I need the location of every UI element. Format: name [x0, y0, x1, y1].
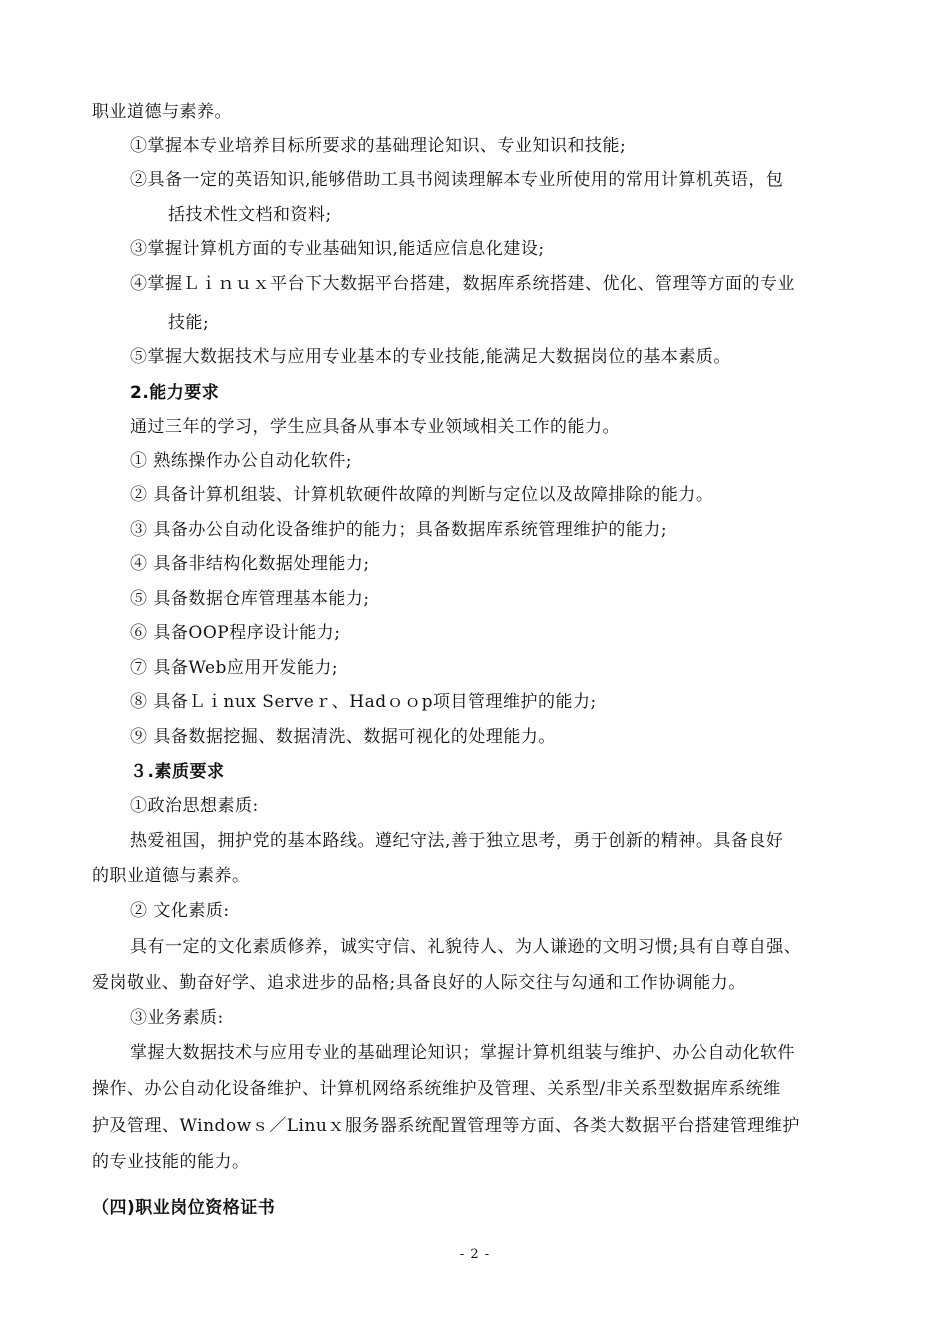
quality-culture-line-1: 具有一定的文化素质修养，诚实守信、礼貌待人、为人谦逊的文明习惯;具有自尊自强、	[130, 937, 802, 957]
quality-culture-line-2: 爱岗敬业、勤奋好学、追求进步的品格;具备良好的人际交往与勾通和工作协调能力。	[92, 973, 746, 993]
ability-item-1: ① 熟练操作办公自动化软件;	[130, 451, 353, 471]
ability-item-4: ④ 具备非结构化数据处理能力;	[130, 554, 370, 574]
quality-business-title: ③业务素质:	[130, 1008, 224, 1028]
ability-item-7: ⑦ 具备Web应用开发能力;	[130, 658, 339, 678]
ability-item-2: ② 具备计算机组装、计算机软硬件故障的判断与定位以及故障排除的能力。	[130, 485, 714, 505]
knowledge-item-4-cont: 技能;	[168, 313, 210, 333]
knowledge-item-5: ⑤掌握大数据技术与应用专业基本的专业技能,能满足大数据岗位的基本素质。	[130, 347, 731, 367]
quality-political-line-2: 的职业道德与素养。	[92, 866, 250, 886]
quality-heading: ３.素质要求	[130, 762, 225, 782]
quality-culture-title: ② 文化素质:	[130, 901, 230, 921]
quality-business-line-3: 护及管理、Windowｓ／Linuｘ服务器系统配置管理等方面、各类大数据平台搭建管理维护	[92, 1116, 800, 1136]
page-number: - 2 -	[459, 1247, 491, 1262]
section-four-heading: （四)职业岗位资格证书	[92, 1198, 276, 1218]
quality-political-title: ①政治思想素质:	[130, 796, 259, 816]
knowledge-item-2-cont: 括技术性文档和资料;	[168, 205, 332, 225]
quality-business-line-1: 掌握大数据技术与应用专业的基础理论知识；掌握计算机组装与维护、办公自动化软件	[130, 1043, 795, 1063]
knowledge-item-3: ③掌握计算机方面的专业基础知识,能适应信息化建设;	[130, 239, 545, 259]
ability-heading: 2.能力要求	[130, 383, 220, 403]
ability-item-9: ⑨ 具备数据挖掘、数据清洗、数据可视化的处理能力。	[130, 727, 556, 747]
ability-item-6: ⑥ 具备OOP程序设计能力;	[130, 623, 341, 643]
ability-item-5: ⑤ 具备数据仓库管理基本能力;	[130, 589, 370, 609]
quality-business-line-4: 的专业技能的能力。	[92, 1152, 250, 1172]
knowledge-item-4: ④掌握Ｌｉｎｕｘ平台下大数据平台搭建，数据库系统搭建、优化、管理等方面的专业	[130, 274, 795, 294]
ability-intro: 通过三年的学习，学生应具备从事本专业领域相关工作的能力。	[130, 417, 620, 437]
quality-business-line-2: 操作、办公自动化设备维护、计算机网络系统维护及管理、关系型/非关系型数据库系统维	[92, 1079, 781, 1099]
knowledge-item-1: ①掌握本专业培养目标所要求的基础理论知识、专业知识和技能;	[130, 136, 627, 156]
ability-item-3: ③ 具备办公自动化设备维护的能力；具备数据库系统管理维护的能力;	[130, 520, 668, 540]
intro-tail-text: 职业道德与素养。	[92, 102, 232, 122]
quality-political-line-1: 热爱祖国，拥护党的基本路线。遵纪守法,善于独立思考，勇于创新的精神。具备良好	[130, 831, 784, 851]
knowledge-item-2: ②具备一定的英语知识,能够借助工具书阅读理解本专业所使用的常用计算机英语，包	[130, 170, 784, 190]
ability-item-8: ⑧ 具备Ｌｉnux Serveｒ、Hadｏｏp项目管理维护的能力;	[130, 692, 597, 712]
